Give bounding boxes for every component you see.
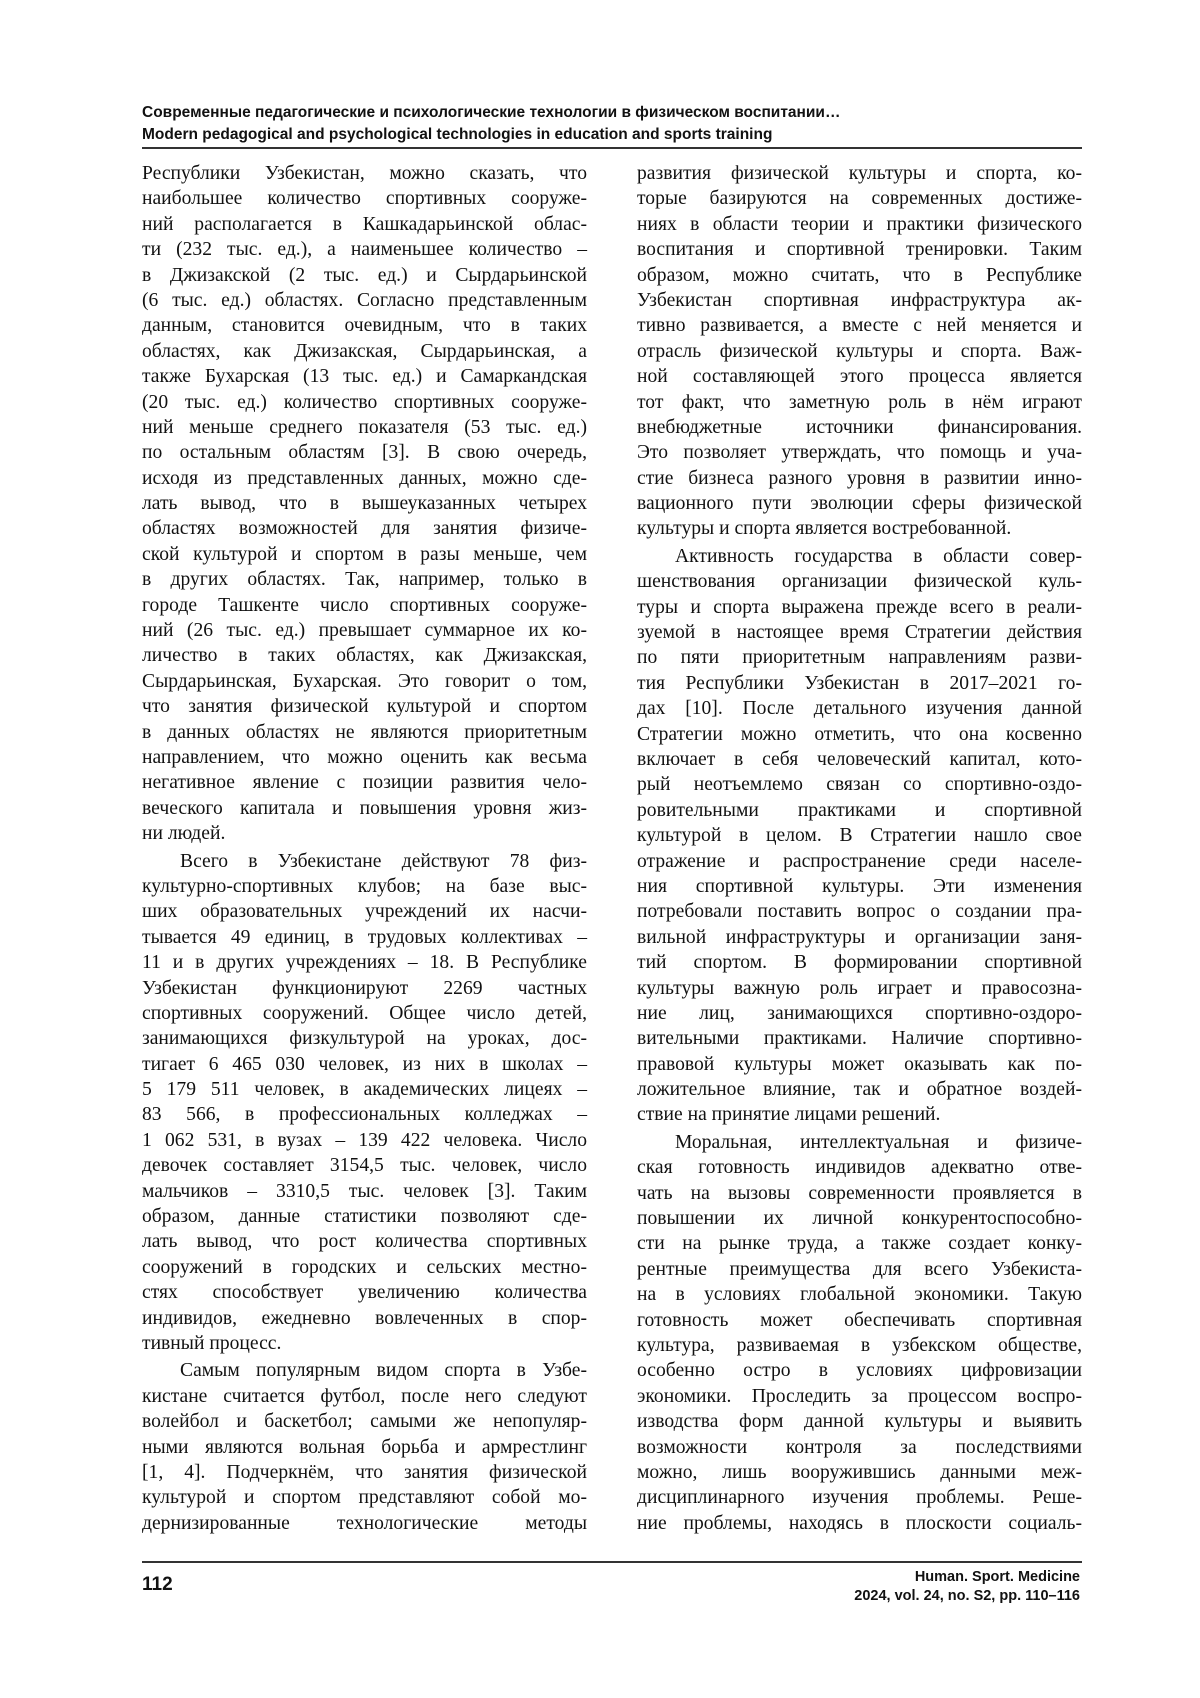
text-line: тия Республики Узбекистан в 2017–2021 го- bbox=[637, 671, 1082, 696]
header-title-ru: Современные педагогические и психологические технологии в физическом воспитании… bbox=[142, 102, 1082, 124]
text-line: ской культурой и спортом в разы меньше, чем bbox=[142, 542, 587, 567]
paragraph bbox=[637, 161, 1082, 542]
text-line: ти (232 тыс. ед.), а наименьшее количество – bbox=[142, 237, 587, 262]
text-column-right bbox=[637, 161, 1082, 1538]
text-line: также Бухарская (13 тыс. ед.) и Самаркандская bbox=[142, 364, 587, 389]
header-title-en: Modern pedagogical and psychological technologies in education and sports training bbox=[142, 124, 1082, 146]
header-divider bbox=[142, 147, 1082, 149]
text-line: культурой и спортом представляют собой мо- bbox=[142, 1485, 587, 1510]
text-line: отражение и распространение среди населе- bbox=[637, 849, 1082, 874]
paragraph bbox=[142, 849, 587, 1357]
text-line: волейбол и баскетбол; самыми же непопуляр- bbox=[142, 1409, 587, 1434]
text-line: дернизированные технологические методы bbox=[142, 1511, 587, 1536]
text-line: ниях в области теории и практики физического bbox=[637, 212, 1082, 237]
text-line: повышении их личной конкурентоспособно- bbox=[637, 1206, 1082, 1231]
text-line: рый неотъемлемо связан со спортивно-оздо- bbox=[637, 772, 1082, 797]
text-line: что занятия физической культурой и спортом bbox=[142, 694, 587, 719]
text-line: вационного пути эволюции сферы физической bbox=[637, 491, 1082, 516]
text-line: образом, можно считать, что в Республике bbox=[637, 263, 1082, 288]
text-line: по пяти приоритетным направлениям разви- bbox=[637, 645, 1082, 670]
text-line: данным, становится очевидным, что в таких bbox=[142, 313, 587, 338]
text-line: ной составляющей этого процесса является bbox=[637, 364, 1082, 389]
text-line: возможности контроля за последствиями bbox=[637, 1435, 1082, 1460]
text-line: вительными практиками. Наличие спортивно- bbox=[637, 1026, 1082, 1051]
running-header bbox=[142, 102, 1082, 146]
text-line: Это позволяет утверждать, что помощь и уча- bbox=[637, 440, 1082, 465]
text-line: воспитания и спортивной тренировки. Таким bbox=[637, 237, 1082, 262]
text-line: ний располагается в Кашкадарьинской облас- bbox=[142, 212, 587, 237]
text-line: Самым популярным видом спорта в Узбе- bbox=[142, 1358, 587, 1383]
text-line: культуры и спорта является востребованной. bbox=[637, 516, 1082, 541]
text-line: торые базируются на современных достиже- bbox=[637, 186, 1082, 211]
text-line: ние проблемы, находясь в плоскости социаль- bbox=[637, 1511, 1082, 1536]
text-line: занимающихся физкультурой на уроках, дос- bbox=[142, 1026, 587, 1051]
text-line: ровительными практиками и спортивной bbox=[637, 798, 1082, 823]
text-line: ших образовательных учреждений их насчи- bbox=[142, 899, 587, 924]
text-line: культуры важную роль играет и правосозна- bbox=[637, 976, 1082, 1001]
text-line: 83 566, в профессиональных колледжах – bbox=[142, 1102, 587, 1127]
text-line: тот факт, что заметную роль в нём играют bbox=[637, 390, 1082, 415]
text-column-left bbox=[142, 161, 587, 1538]
journal-name: Human. Sport. Medicine bbox=[854, 1568, 1080, 1587]
text-line: тий спортом. В формировании спортивной bbox=[637, 950, 1082, 975]
text-line: отрасль физической культуры и спорта. Важ- bbox=[637, 339, 1082, 364]
text-line: тывается 49 единиц, в трудовых коллективах – bbox=[142, 925, 587, 950]
text-line: индивидов, ежедневно вовлеченных в спор- bbox=[142, 1306, 587, 1331]
text-line: включает в себя человеческий капитал, кото- bbox=[637, 747, 1082, 772]
text-line: туры и спорта выражена прежде всего в реали- bbox=[637, 595, 1082, 620]
text-line: ний меньше среднего показателя (53 тыс. ед.) bbox=[142, 415, 587, 440]
text-line: рентные преимущества для всего Узбекиста- bbox=[637, 1257, 1082, 1282]
footer-divider bbox=[142, 1561, 1082, 1563]
text-line: направлением, что можно оценить как весьма bbox=[142, 745, 587, 770]
paragraph bbox=[637, 544, 1082, 1128]
text-line: (6 тыс. ед.) областях. Согласно представленным bbox=[142, 288, 587, 313]
text-line: сооружений в городских и сельских местно- bbox=[142, 1255, 587, 1280]
text-line: зуемой в настоящее время Стратегии действия bbox=[637, 620, 1082, 645]
text-line: тивно развивается, а вместе с ней меняется и bbox=[637, 313, 1082, 338]
text-line: лать вывод, что в вышеуказанных четырех bbox=[142, 491, 587, 516]
text-line: 11 и в других учреждениях – 18. В Республике bbox=[142, 950, 587, 975]
text-line: Моральная, интеллектуальная и физиче- bbox=[637, 1130, 1082, 1155]
text-line: культурно-спортивных клубов; на базе выс- bbox=[142, 874, 587, 899]
text-line: негативное явление с позиции развития чело- bbox=[142, 770, 587, 795]
text-line: шенствования организации физической куль- bbox=[637, 569, 1082, 594]
text-line: чать на вызовы современности проявляется в bbox=[637, 1181, 1082, 1206]
text-line: Активность государства в области совер- bbox=[637, 544, 1082, 569]
journal-info bbox=[854, 1568, 1080, 1606]
text-line: дах [10]. После детального изучения данной bbox=[637, 696, 1082, 721]
text-line: Сырдарьинская, Бухарская. Это говорит о том, bbox=[142, 669, 587, 694]
text-line: можно, лишь вооружившись данными меж- bbox=[637, 1460, 1082, 1485]
text-line: тивный процесс. bbox=[142, 1331, 587, 1356]
text-line: Всего в Узбекистане действуют 78 физ- bbox=[142, 849, 587, 874]
text-line: Узбекистан функционируют 2269 частных bbox=[142, 976, 587, 1001]
text-line: дисциплинарного изучения проблемы. Реше- bbox=[637, 1485, 1082, 1510]
text-line: личество в таких областях, как Джизакская, bbox=[142, 643, 587, 668]
text-line: вильной инфраструктуры и организации заня- bbox=[637, 925, 1082, 950]
text-line: ская готовность индивидов адекватно отве- bbox=[637, 1155, 1082, 1180]
text-line: Республики Узбекистан, можно сказать, что bbox=[142, 161, 587, 186]
text-line: мальчиков – 3310,5 тыс. человек [3]. Таким bbox=[142, 1179, 587, 1204]
text-line: изводства форм данной культуры и выявить bbox=[637, 1409, 1082, 1434]
text-line: готовность может обеспечивать спортивная bbox=[637, 1308, 1082, 1333]
text-line: сти на рынке труда, а также создает конку- bbox=[637, 1231, 1082, 1256]
text-line: развития физической культуры и спорта, ко- bbox=[637, 161, 1082, 186]
text-line: тигает 6 465 030 человек, из них в школах – bbox=[142, 1052, 587, 1077]
text-line: культура, развиваемая в узбекском обществе, bbox=[637, 1333, 1082, 1358]
text-line: 1 062 531, в вузах – 139 422 человека. Число bbox=[142, 1128, 587, 1153]
paragraph bbox=[142, 161, 587, 847]
text-line: стие бизнеса разного уровня в развитии инно- bbox=[637, 466, 1082, 491]
text-line: ний (26 тыс. ед.) превышает суммарное их ко- bbox=[142, 618, 587, 643]
text-line: ни людей. bbox=[142, 821, 587, 846]
text-line: лать вывод, что рост количества спортивных bbox=[142, 1229, 587, 1254]
text-line: 5 179 511 человек, в академических лицеях – bbox=[142, 1077, 587, 1102]
page-number: 112 bbox=[142, 1574, 173, 1596]
text-line: кистане считается футбол, после него следуют bbox=[142, 1384, 587, 1409]
text-line: по остальным областям [3]. В свою очередь, bbox=[142, 440, 587, 465]
text-line: в данных областях не являются приоритетным bbox=[142, 720, 587, 745]
text-line: ние лиц, занимающихся спортивно-оздоро- bbox=[637, 1001, 1082, 1026]
text-line: областях, как Джизакская, Сырдарьинская, а bbox=[142, 339, 587, 364]
text-line: экономики. Проследить за процессом воспро- bbox=[637, 1384, 1082, 1409]
text-line: девочек составляет 3154,5 тыс. человек, число bbox=[142, 1153, 587, 1178]
text-line: потребовали поставить вопрос о создании пра- bbox=[637, 899, 1082, 924]
paragraph bbox=[142, 1358, 587, 1536]
text-line: спортивных сооружений. Общее число детей, bbox=[142, 1001, 587, 1026]
paragraph bbox=[637, 1130, 1082, 1536]
text-line: культурой в целом. В Стратегии нашло свое bbox=[637, 823, 1082, 848]
text-line: (20 тыс. ед.) количество спортивных сооруже- bbox=[142, 390, 587, 415]
text-line: исходя из представленных данных, можно сде- bbox=[142, 466, 587, 491]
text-line: Узбекистан спортивная инфраструктура ак- bbox=[637, 288, 1082, 313]
text-line: на в условиях глобальной экономики. Такую bbox=[637, 1282, 1082, 1307]
journal-issue: 2024, vol. 24, no. S2, pp. 110–116 bbox=[854, 1587, 1080, 1606]
text-line: областях возможностей для занятия физиче- bbox=[142, 516, 587, 541]
text-line: ложительное влияние, так и обратное воздей- bbox=[637, 1077, 1082, 1102]
text-line: в Джизакской (2 тыс. ед.) и Сырдарьинской bbox=[142, 263, 587, 288]
text-line: городе Ташкенте число спортивных сооруже- bbox=[142, 593, 587, 618]
text-line: Стратегии можно отметить, что она косвенно bbox=[637, 722, 1082, 747]
text-line: ния спортивной культуры. Эти изменения bbox=[637, 874, 1082, 899]
text-line: ными являются вольная борьба и армрестлинг bbox=[142, 1435, 587, 1460]
text-line: образом, данные статистики позволяют сде- bbox=[142, 1204, 587, 1229]
text-line: в других областях. Так, например, только в bbox=[142, 567, 587, 592]
text-line: наибольшее количество спортивных сооруже- bbox=[142, 186, 587, 211]
text-line: веческого капитала и повышения уровня жиз- bbox=[142, 796, 587, 821]
text-line: особенно остро в условиях цифровизации bbox=[637, 1358, 1082, 1383]
text-line: внебюджетные источники финансирования. bbox=[637, 415, 1082, 440]
text-line: правовой культуры может оказывать как по- bbox=[637, 1052, 1082, 1077]
text-line: ствие на принятие лицами решений. bbox=[637, 1102, 1082, 1127]
text-line: [1, 4]. Подчеркнём, что занятия физической bbox=[142, 1460, 587, 1485]
text-line: стях способствует увеличению количества bbox=[142, 1280, 587, 1305]
